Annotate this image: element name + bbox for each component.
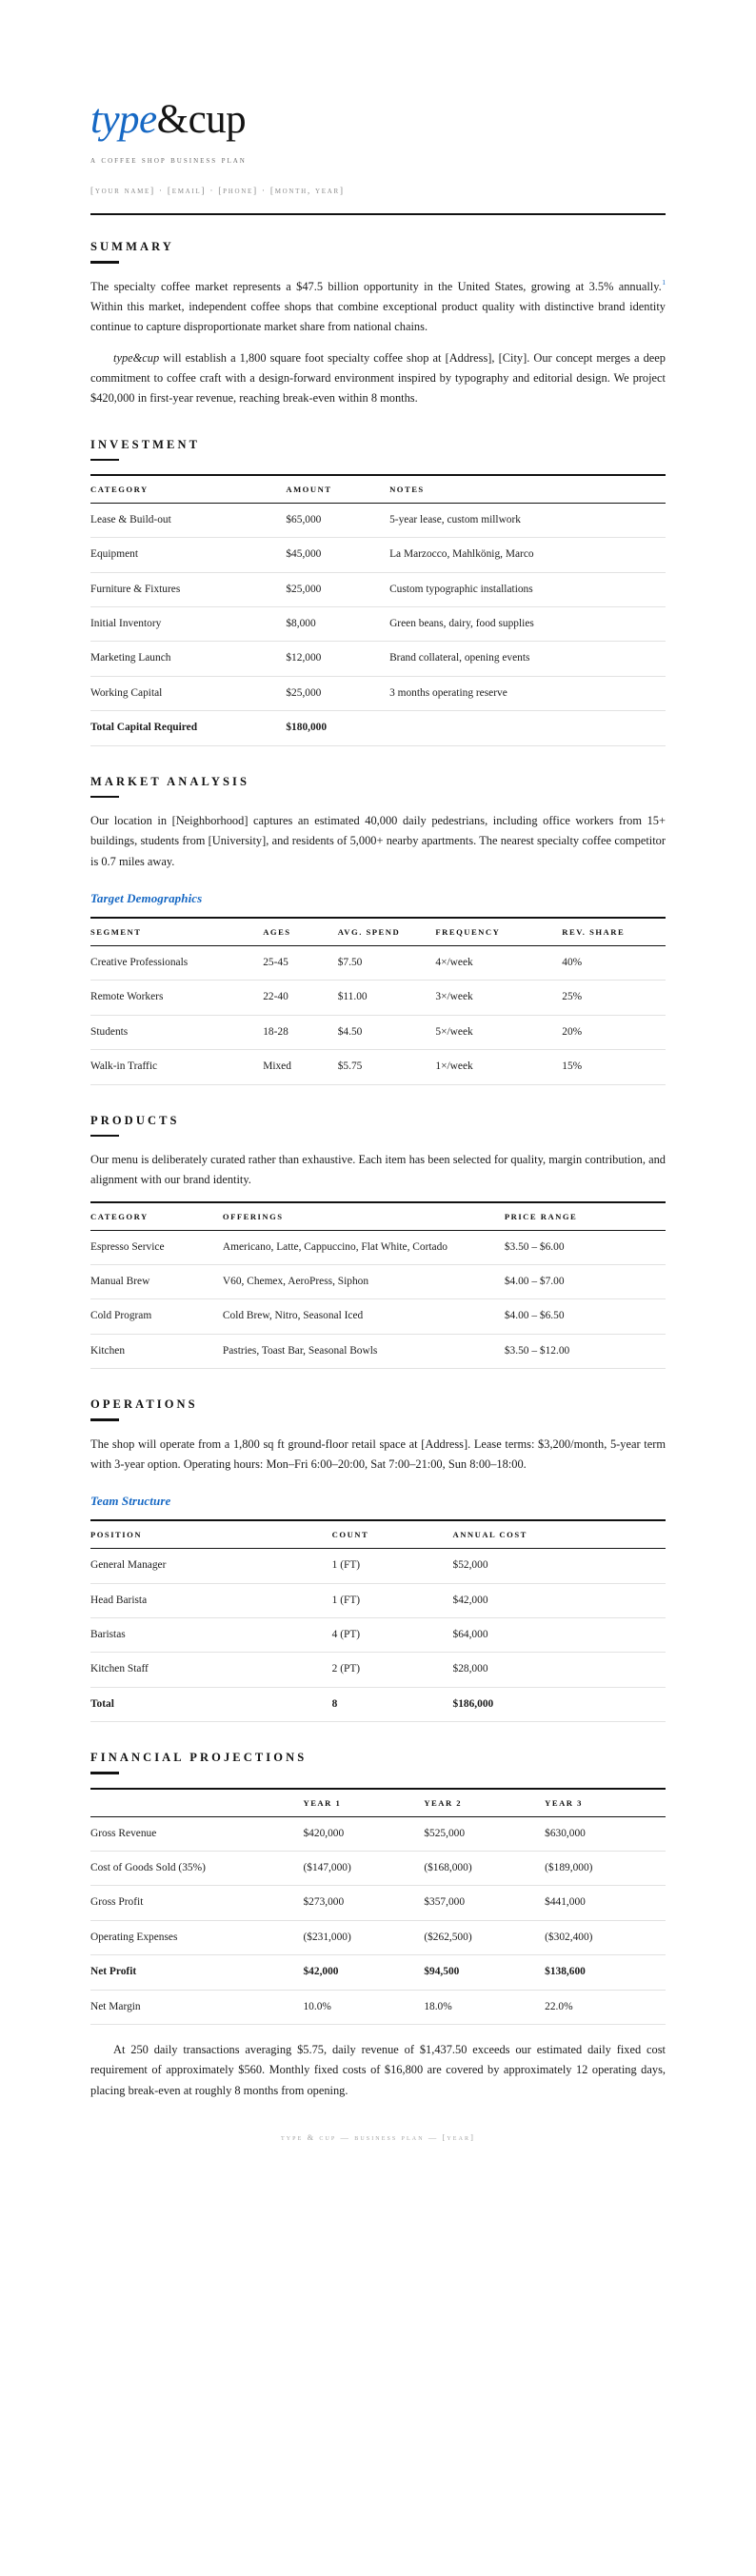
table-row	[90, 1886, 666, 1920]
table-row	[90, 1050, 666, 1084]
market-paragraph: Our location in [Neighborhood] captures an estimated 40,000 daily pedestrians, including office workers from 15+ buildings, students from [University], and residents of 5,000+ nearby apartments. The nearest specialty coffee competitor is 0.7 miles away.	[90, 814, 666, 868]
cell-notes: 5-year lease, custom millwork	[389, 503, 666, 537]
cell-amount: $12,000	[286, 642, 389, 676]
cell-category: Cold Program	[90, 1299, 223, 1334]
cell-frequency: 5×/week	[435, 1015, 562, 1049]
cell-price-range: $3.50 – $12.00	[505, 1334, 666, 1368]
table-row	[90, 1653, 666, 1687]
table-total-row	[90, 711, 666, 745]
summary-paragraph-2	[90, 348, 666, 409]
cell-category: Kitchen	[90, 1334, 223, 1368]
cell-frequency: 3×/week	[435, 981, 562, 1015]
operations-heading-rule	[90, 1418, 119, 1420]
investment-heading-rule	[90, 459, 119, 461]
cell-segment: Remote Workers	[90, 981, 263, 1015]
cell-annual-cost: $52,000	[453, 1549, 666, 1583]
cell-rev-share: 15%	[562, 1050, 666, 1084]
table-row	[90, 503, 666, 537]
cell-year-1: ($147,000)	[303, 1851, 424, 1885]
financials-table	[90, 1788, 666, 2025]
cell-year-2: 18.0%	[424, 1990, 545, 2024]
cell-offerings: Americano, Latte, Cappuccino, Flat White, Cortado	[223, 1230, 505, 1264]
financials-heading-rule	[90, 1772, 119, 1773]
table-row	[90, 981, 666, 1015]
team-table	[90, 1519, 666, 1722]
summary-heading: SUMMARY	[90, 240, 174, 254]
total-amount: $180,000	[286, 711, 389, 745]
cell-price-range: $4.00 – $6.50	[505, 1299, 666, 1334]
table-row	[90, 1990, 666, 2024]
col-year-2: YEAR 2	[424, 1789, 545, 1817]
cell-ages: 22-40	[263, 981, 338, 1015]
cell-year-2: $357,000	[424, 1886, 545, 1920]
cell-annual-cost: $28,000	[453, 1653, 666, 1687]
cell-frequency: 1×/week	[435, 1050, 562, 1084]
cell-year-2: ($168,000)	[424, 1851, 545, 1885]
market-heading-rule	[90, 796, 119, 798]
cell-price-range: $3.50 – $6.00	[505, 1230, 666, 1264]
cell-position: Kitchen Staff	[90, 1653, 332, 1687]
footnote-marker[interactable]: 1	[662, 278, 666, 287]
document-masthead	[90, 90, 666, 196]
cell-amount: $25,000	[286, 572, 389, 606]
col-ages: AGES	[263, 918, 338, 946]
investment-table	[90, 474, 666, 746]
cell-avg-spend: $5.75	[338, 1050, 436, 1084]
table-header-row	[90, 918, 666, 946]
document-byline: [your name] · [email] · [phone] · [month, year]	[90, 187, 345, 197]
products-table	[90, 1201, 666, 1370]
cell-count: 1 (FT)	[332, 1549, 453, 1583]
total-label: Total Capital Required	[90, 711, 286, 745]
cell-position: General Manager	[90, 1549, 332, 1583]
cell-count: 4 (PT)	[332, 1618, 453, 1653]
cell-avg-spend: $7.50	[338, 946, 436, 981]
table-row	[90, 607, 666, 642]
cell-category: Working Capital	[90, 676, 286, 710]
table-row	[90, 538, 666, 572]
demographics-table	[90, 917, 666, 1085]
col-year-3: YEAR 3	[545, 1789, 666, 1817]
cell-year-3: $441,000	[545, 1886, 666, 1920]
cell-year-3: 22.0%	[545, 1990, 666, 2024]
col-position: POSITION	[90, 1520, 332, 1549]
total-count: 8	[332, 1687, 453, 1721]
subsection-target-demographics: Target Demographics	[90, 891, 203, 905]
cell-year-1: $420,000	[303, 1816, 424, 1851]
table-header-row	[90, 475, 666, 504]
logo-word-cup: &cup	[156, 97, 247, 142]
products-paragraph: Our menu is deliberately curated rather than exhaustive. Each item has been selected for quality, margin contribution, and alignment with our brand identity.	[90, 1152, 666, 1187]
cell-category: Manual Brew	[90, 1265, 223, 1299]
cell-notes: Brand collateral, opening events	[389, 642, 666, 676]
cell-year-1: $273,000	[303, 1886, 424, 1920]
summary-paragraph-2-rest: will establish a 1,800 square foot specialty coffee shop at [Address], [City]. Our concept merges a deep commitment to coffee craft with a design-forward environment inspired by typography and editorial design. We project $420,000 in first-year revenue, reaching break-even within 8 months.	[90, 350, 666, 406]
section-operations	[90, 1397, 666, 1722]
document-footer: type & cup — business plan — [year]	[280, 2132, 475, 2142]
cell-category: Initial Inventory	[90, 607, 286, 642]
cell-ages: 25-45	[263, 946, 338, 981]
col-frequency: FREQUENCY	[435, 918, 562, 946]
cell-position: Baristas	[90, 1618, 332, 1653]
cell-notes: La Marzocco, Mahlkönig, Marco	[389, 538, 666, 572]
cell-year-2: $94,500	[424, 1955, 545, 1990]
cell-year-3: ($302,400)	[545, 1920, 666, 1954]
cell-rev-share: 40%	[562, 946, 666, 981]
brand-mention: type&cup	[113, 350, 160, 365]
summary-text-a: The specialty coffee market represents a $47.5 billion opportunity in the United States, growing at 3.5% annually.	[90, 279, 662, 293]
section-investment	[90, 438, 666, 746]
table-row	[90, 946, 666, 981]
cell-category: Marketing Launch	[90, 642, 286, 676]
cell-count: 2 (PT)	[332, 1653, 453, 1687]
table-total-row	[90, 1687, 666, 1721]
cell-ages: 18-28	[263, 1015, 338, 1049]
table-row	[90, 572, 666, 606]
cell-metric: Operating Expenses	[90, 1920, 303, 1954]
market-heading: MARKET ANALYSIS	[90, 774, 250, 788]
cell-count: 1 (FT)	[332, 1583, 453, 1617]
summary-paragraph-1	[90, 277, 666, 338]
cell-notes: 3 months operating reserve	[389, 676, 666, 710]
cell-year-3: ($189,000)	[545, 1851, 666, 1885]
col-count: COUNT	[332, 1520, 453, 1549]
cell-year-2: ($262,500)	[424, 1920, 545, 1954]
cell-year-1: 10.0%	[303, 1990, 424, 2024]
table-row	[90, 1583, 666, 1617]
table-row	[90, 1816, 666, 1851]
table-row	[90, 1549, 666, 1583]
cell-category: Furniture & Fixtures	[90, 572, 286, 606]
table-row	[90, 1920, 666, 1954]
cell-amount: $8,000	[286, 607, 389, 642]
cell-rev-share: 25%	[562, 981, 666, 1015]
cell-metric: Gross Revenue	[90, 1816, 303, 1851]
col-amount: AMOUNT	[286, 475, 389, 504]
cell-notes: Custom typographic installations	[389, 572, 666, 606]
col-offerings: OFFERINGS	[223, 1202, 505, 1231]
cell-avg-spend: $11.00	[338, 981, 436, 1015]
section-summary	[90, 240, 666, 408]
investment-heading: INVESTMENT	[90, 437, 201, 451]
table-row	[90, 642, 666, 676]
document-tagline: a coffee shop business plan	[90, 156, 247, 167]
cell-amount: $65,000	[286, 503, 389, 537]
cell-segment: Creative Professionals	[90, 946, 263, 981]
cell-segment: Walk-in Traffic	[90, 1050, 263, 1084]
table-row	[90, 1265, 666, 1299]
summary-heading-rule	[90, 261, 119, 263]
table-row	[90, 1851, 666, 1885]
cell-position: Head Barista	[90, 1583, 332, 1617]
cell-year-3: $138,600	[545, 1955, 666, 1990]
cell-offerings: Cold Brew, Nitro, Seasonal Iced	[223, 1299, 505, 1334]
col-price-range: PRICE RANGE	[505, 1202, 666, 1231]
table-row	[90, 1334, 666, 1368]
products-heading: PRODUCTS	[90, 1113, 180, 1127]
cell-avg-spend: $4.50	[338, 1015, 436, 1049]
col-avg-spend: AVG. SPEND	[338, 918, 436, 946]
col-metric	[90, 1789, 303, 1817]
table-row	[90, 1299, 666, 1334]
cell-annual-cost: $42,000	[453, 1583, 666, 1617]
cell-metric: Net Margin	[90, 1990, 303, 2024]
section-market-analysis	[90, 775, 666, 1085]
total-notes	[389, 711, 666, 745]
cell-offerings: Pastries, Toast Bar, Seasonal Bowls	[223, 1334, 505, 1368]
logo-word-type: type	[90, 97, 157, 142]
col-segment: SEGMENT	[90, 918, 263, 946]
total-cost: $186,000	[453, 1687, 666, 1721]
table-row	[90, 1230, 666, 1264]
brand-logo	[90, 98, 666, 141]
col-notes: NOTES	[389, 475, 666, 504]
summary-text-b: Within this market, independent coffee shops that combine exceptional product quality with distinctive brand identity continue to capture disproportionate market share from national chains.	[90, 299, 666, 334]
cell-frequency: 4×/week	[435, 946, 562, 981]
subsection-team-structure: Team Structure	[90, 1494, 171, 1509]
cell-amount: $25,000	[286, 676, 389, 710]
col-rev-share: REV. SHARE	[562, 918, 666, 946]
col-annual-cost: ANNUAL COST	[453, 1520, 666, 1549]
total-label: Total	[90, 1687, 332, 1721]
section-products	[90, 1114, 666, 1370]
cell-amount: $45,000	[286, 538, 389, 572]
cell-price-range: $4.00 – $7.00	[505, 1265, 666, 1299]
financials-heading: FINANCIAL PROJECTIONS	[90, 1751, 308, 1765]
operations-paragraph: The shop will operate from a 1,800 sq ft ground-floor retail space at [Address]. Lease terms: $3,200/month, 5-year term with 3-year option. Operating hours: Mon–Fri 6:00–20:00, Sat 7:00–21:00, Sun 8:00–18:00.	[90, 1437, 666, 1471]
cell-ages: Mixed	[263, 1050, 338, 1084]
table-row	[90, 1015, 666, 1049]
cell-category: Lease & Build-out	[90, 503, 286, 537]
cell-metric: Net Profit	[90, 1955, 303, 1990]
col-year-1: YEAR 1	[303, 1789, 424, 1817]
cell-notes: Green beans, dairy, food supplies	[389, 607, 666, 642]
cell-annual-cost: $64,000	[453, 1618, 666, 1653]
cell-metric: Gross Profit	[90, 1886, 303, 1920]
table-row	[90, 1618, 666, 1653]
col-category: CATEGORY	[90, 475, 286, 504]
cell-year-2: $525,000	[424, 1816, 545, 1851]
financials-closing-paragraph: At 250 daily transactions averaging $5.75, daily revenue of $1,437.50 exceeds our estimated daily fixed cost requirement of approximately $560. Monthly fixed costs of $16,800 are covered by approximately 12 operating days, placing break-even at roughly 8 months from opening.	[90, 2042, 666, 2097]
table-row-net-profit	[90, 1955, 666, 1990]
operations-heading: OPERATIONS	[90, 1397, 198, 1412]
table-header-row	[90, 1202, 666, 1231]
table-header-row	[90, 1520, 666, 1549]
masthead-divider	[90, 213, 666, 215]
cell-offerings: V60, Chemex, AeroPress, Siphon	[223, 1265, 505, 1299]
products-heading-rule	[90, 1135, 119, 1137]
table-row	[90, 676, 666, 710]
section-financial-projections	[90, 1751, 666, 2101]
cell-year-1: ($231,000)	[303, 1920, 424, 1954]
cell-year-1: $42,000	[303, 1955, 424, 1990]
table-header-row	[90, 1789, 666, 1817]
cell-rev-share: 20%	[562, 1015, 666, 1049]
col-category: CATEGORY	[90, 1202, 223, 1231]
cell-category: Espresso Service	[90, 1230, 223, 1264]
cell-category: Equipment	[90, 538, 286, 572]
cell-segment: Students	[90, 1015, 263, 1049]
cell-year-3: $630,000	[545, 1816, 666, 1851]
cell-metric: Cost of Goods Sold (35%)	[90, 1851, 303, 1885]
